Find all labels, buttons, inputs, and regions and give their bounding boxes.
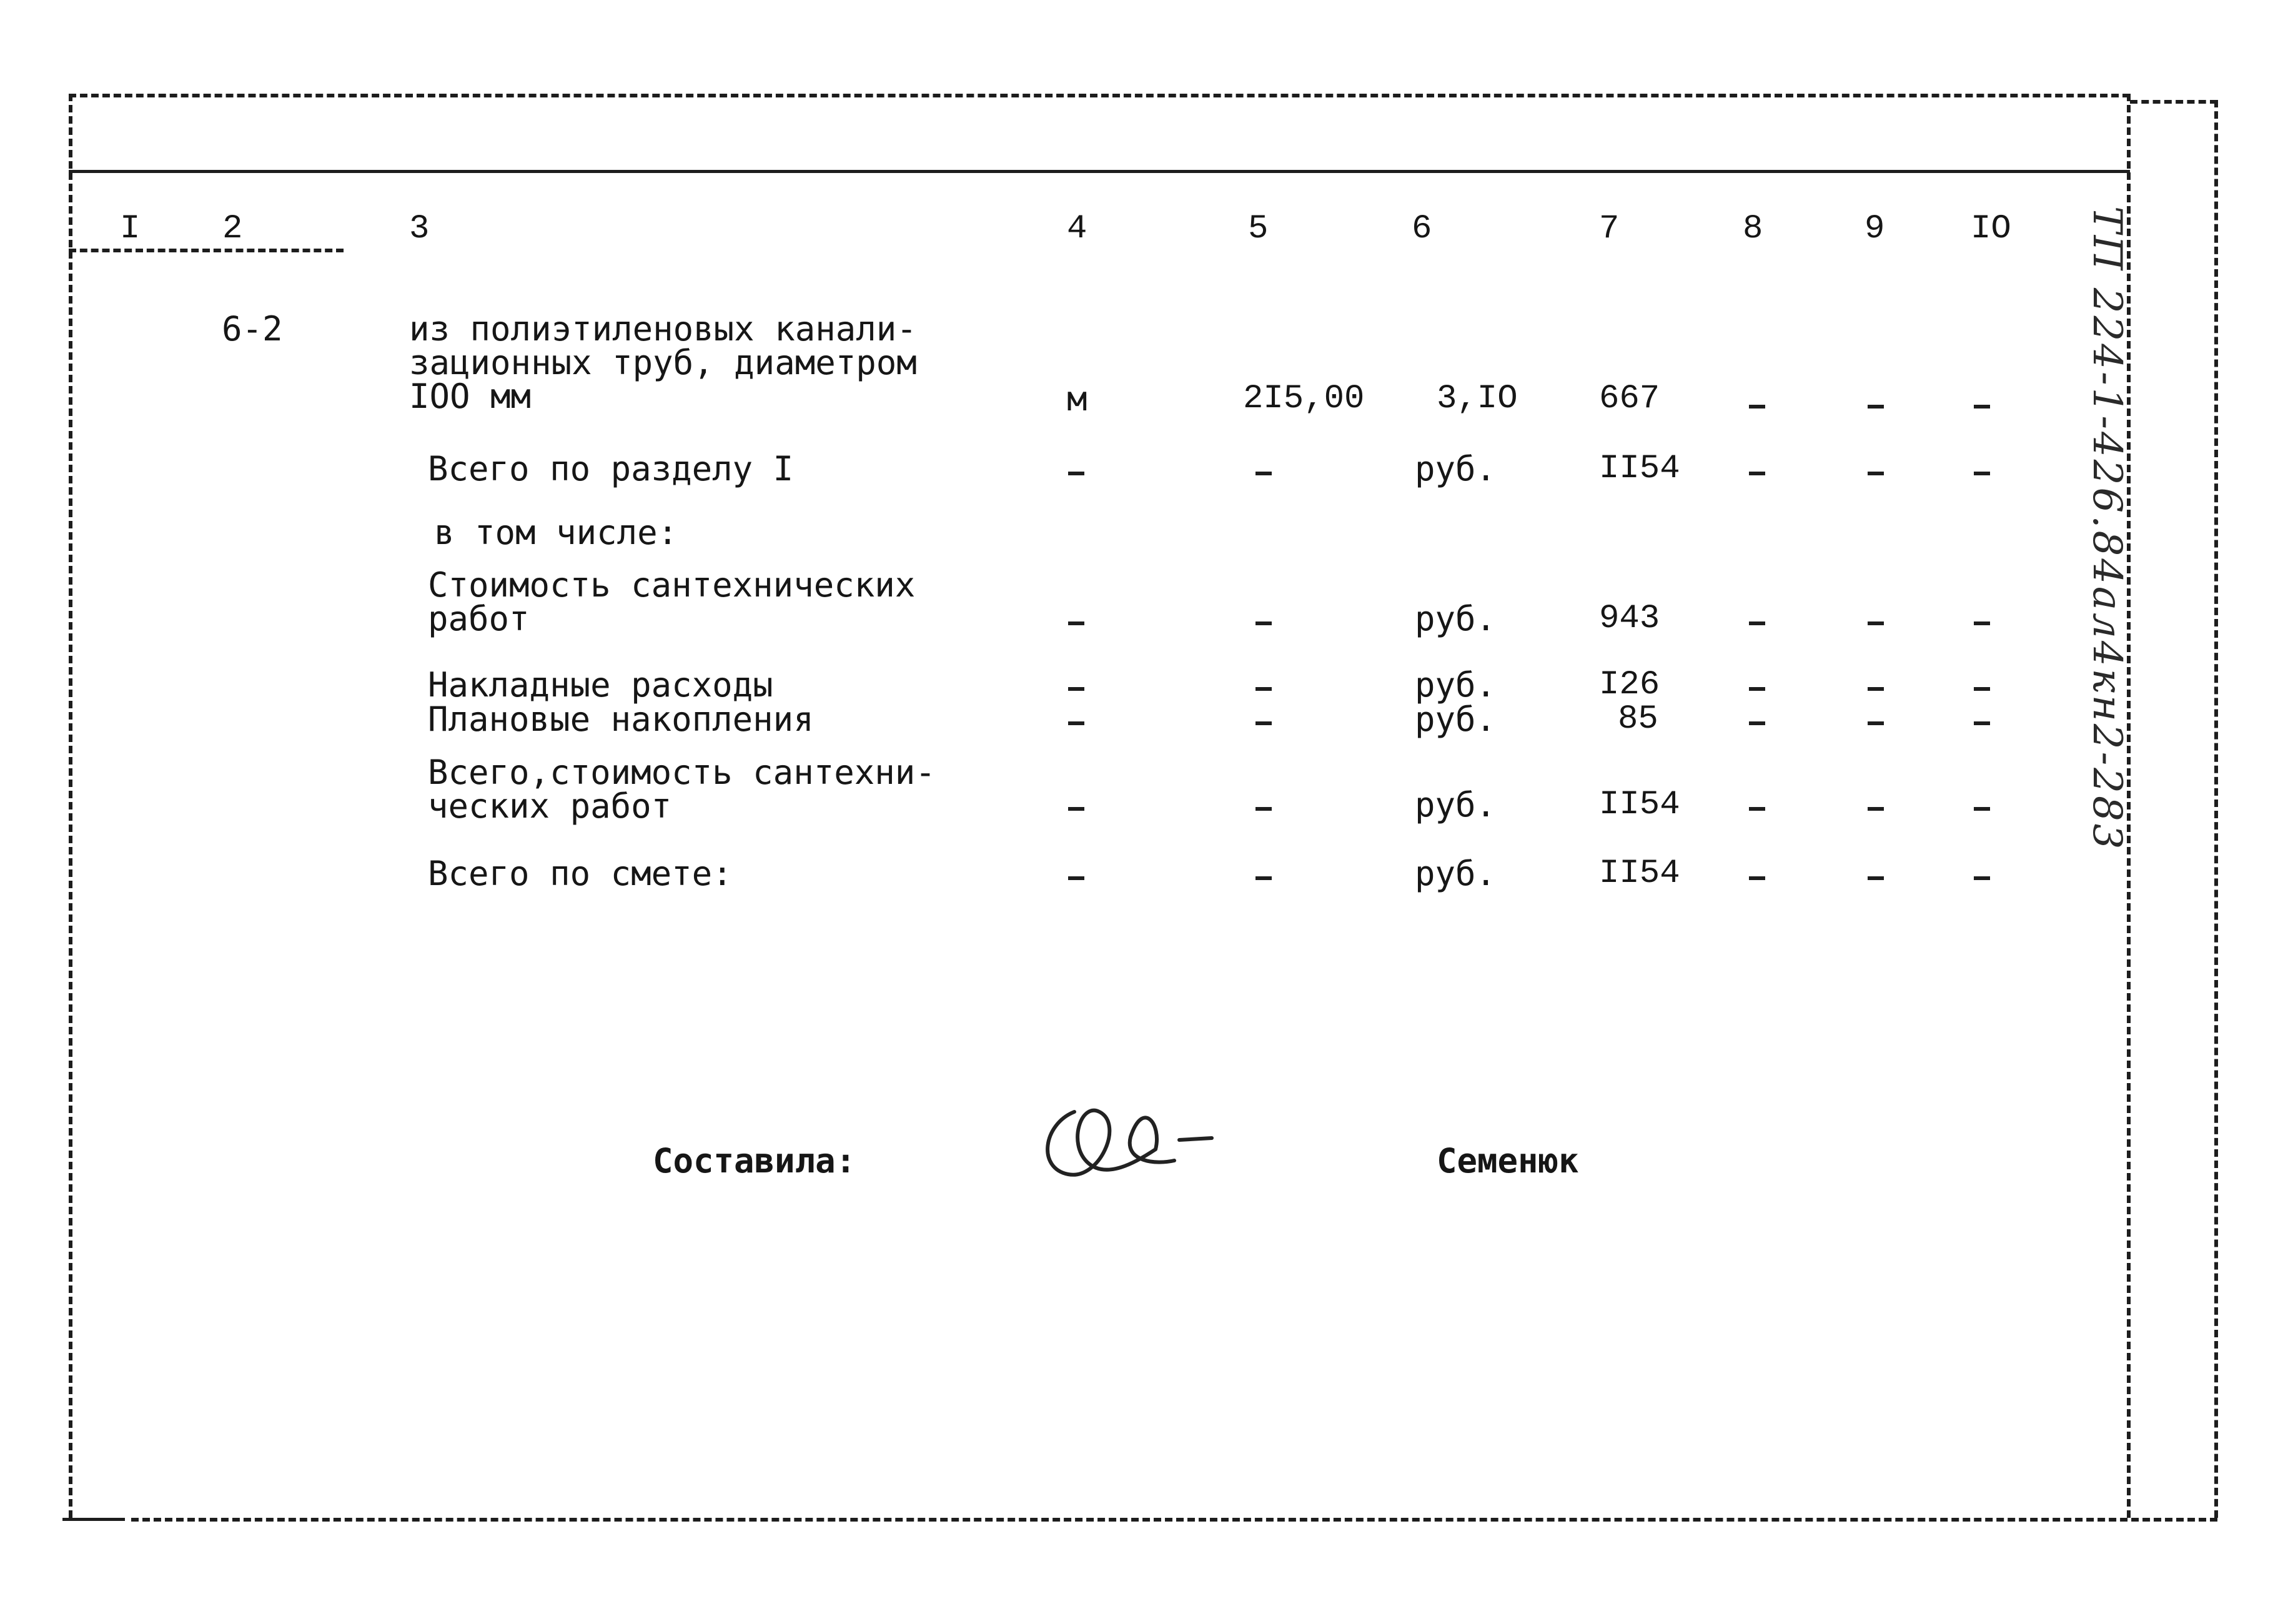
- item-unit: м: [1067, 379, 1087, 418]
- row-col8-dash: [1749, 807, 1765, 811]
- summary-label-line: Плановые накопления: [428, 700, 814, 739]
- frame-top-border: [69, 94, 2130, 97]
- col-header-3: 3: [409, 210, 430, 248]
- row-amount: II54: [1599, 786, 1680, 824]
- grand-total-amount: II54: [1599, 854, 1680, 893]
- row-col8-dash: [1749, 687, 1765, 691]
- item-col9-dash: [1868, 405, 1884, 408]
- row-col10-dash: [1974, 687, 1990, 691]
- col-header-9: 9: [1865, 210, 1885, 248]
- col-header-6: 6: [1412, 210, 1432, 248]
- compiler-name: Семенюк: [1437, 1141, 1579, 1181]
- row-col10-dash: [1974, 721, 1990, 725]
- row-col4-dash: [1068, 687, 1084, 691]
- row-unit: руб.: [1415, 700, 1497, 739]
- grand-total-label-line: Всего по смете:: [428, 854, 733, 893]
- document-code-stamp: ТП 224-1-426.84ал4кн2-283: [2084, 206, 2130, 852]
- row-amount: 85: [1618, 700, 1658, 738]
- summary-row-label: [428, 753, 936, 826]
- row-col4-dash: [1068, 876, 1084, 880]
- including-label-line: в том числе:: [434, 513, 678, 552]
- item-price: 3,IO: [1437, 380, 1518, 418]
- row-unit: руб.: [1415, 599, 1497, 638]
- col-header-5: 5: [1248, 210, 1269, 248]
- frame-bottom-border: [62, 1518, 125, 1521]
- item-desc-line: зационных труб, диаметром: [409, 343, 917, 382]
- row-unit: руб.: [1415, 449, 1497, 488]
- row-col8-dash: [1749, 621, 1765, 625]
- row-col5-dash: [1255, 472, 1272, 475]
- row-col5-dash: [1255, 621, 1272, 625]
- row-col9-dash: [1868, 807, 1884, 811]
- column-header-underline: [69, 249, 344, 252]
- frame-bottom-dashed: [131, 1518, 2217, 1522]
- grand-total-label: [428, 854, 733, 893]
- item-quantity: 2I5,00: [1243, 380, 1365, 418]
- row-col5-dash: [1255, 807, 1272, 811]
- row-col8-dash: [1749, 472, 1765, 475]
- col-header-8: 8: [1743, 210, 1763, 248]
- row-col10-dash: [1974, 876, 1990, 880]
- row-col5-dash: [1255, 876, 1272, 880]
- col-header-7: 7: [1599, 210, 1620, 248]
- row-col4-dash: [1068, 621, 1084, 625]
- including-label: [434, 513, 678, 552]
- item-col10-dash: [1974, 405, 1990, 408]
- signature-image: [1031, 1087, 1218, 1199]
- summary-row-label: [428, 700, 814, 739]
- stamp-top-border: [2130, 100, 2217, 104]
- summary-row-label: [428, 449, 794, 488]
- row-amount: I26: [1599, 666, 1660, 704]
- col-header-10: IO: [1971, 210, 2011, 248]
- row-col9-dash: [1868, 687, 1884, 691]
- row-unit: руб.: [1415, 665, 1497, 705]
- row-col9-dash: [1868, 876, 1884, 880]
- item-code: 6-2: [222, 309, 283, 349]
- item-desc-line: из полиэтиленовых канали-: [409, 309, 917, 349]
- item-total: 667: [1599, 380, 1660, 418]
- col-header-4: 4: [1067, 210, 1087, 248]
- summary-label-line: ческих работ: [428, 786, 672, 826]
- row-col9-dash: [1868, 472, 1884, 475]
- item-desc-line: IOO мм: [409, 377, 532, 416]
- row-col5-dash: [1255, 687, 1272, 691]
- row-col4-dash: [1068, 807, 1084, 811]
- row-amount: II54: [1599, 450, 1680, 488]
- row-col9-dash: [1868, 721, 1884, 725]
- row-col10-dash: [1974, 807, 1990, 811]
- row-col8-dash: [1749, 876, 1765, 880]
- summary-row-label: [428, 565, 916, 638]
- header-rule: [69, 170, 2130, 173]
- col-header-2: 2: [222, 210, 243, 248]
- item-description: [409, 309, 917, 416]
- row-col9-dash: [1868, 621, 1884, 625]
- row-unit: руб.: [1415, 854, 1497, 893]
- item-col8-dash: [1749, 405, 1765, 408]
- row-col4-dash: [1068, 472, 1084, 475]
- row-unit: руб.: [1415, 785, 1497, 824]
- summary-label-line: Всего по разделу I: [428, 449, 794, 488]
- frame-right-outer-border: [2214, 100, 2218, 1518]
- summary-label-line: Всего,стоимость сантехни-: [428, 753, 936, 792]
- row-col10-dash: [1974, 621, 1990, 625]
- summary-label-line: Накладные расходы: [428, 665, 773, 705]
- row-col10-dash: [1974, 472, 1990, 475]
- row-col8-dash: [1749, 721, 1765, 725]
- compiled-by-label: Составила:: [653, 1141, 856, 1181]
- col-header-1: I: [120, 210, 141, 248]
- row-amount: 943: [1599, 600, 1660, 638]
- summary-row-label: [428, 665, 773, 705]
- summary-label-line: Стоимость сантехнических: [428, 565, 916, 605]
- row-col5-dash: [1255, 721, 1272, 725]
- frame-left-border: [69, 94, 72, 1518]
- row-col4-dash: [1068, 721, 1084, 725]
- summary-label-line: работ: [428, 599, 530, 638]
